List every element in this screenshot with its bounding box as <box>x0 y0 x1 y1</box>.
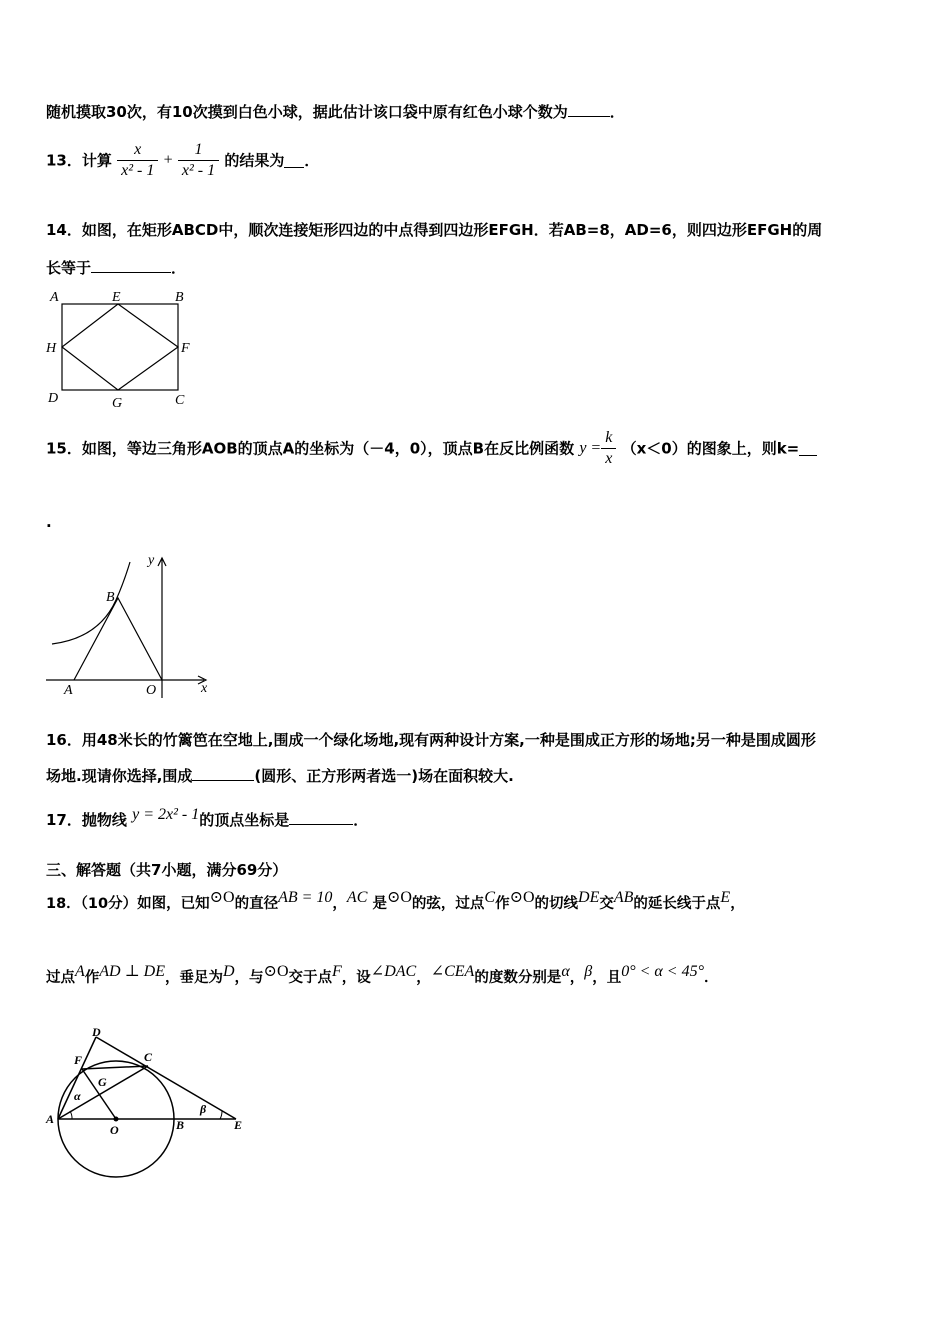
q18-p8: 的延长线于点 <box>633 896 721 912</box>
q18-p4: 的弦，过点 <box>411 896 485 912</box>
q16-line1: 16．用48米长的竹篱笆在空地上,围成一个绿化场地,现有两种设计方案,一种是围成正方形的场地;另一种是围成圆形 <box>46 731 816 749</box>
label-O: O <box>110 1123 119 1137</box>
label-x: x <box>201 681 208 696</box>
tangent-de <box>96 1037 236 1119</box>
q18-perp: AD ⊥ DE <box>99 963 165 980</box>
q18-de: DE <box>578 889 600 906</box>
q18-end: ． <box>704 970 719 986</box>
label-B: B <box>176 1118 185 1132</box>
label-alpha: α <box>74 1089 81 1103</box>
q18-f: F <box>332 963 342 980</box>
rect-abcd <box>62 304 178 390</box>
q18-p7: 交 <box>599 896 614 912</box>
q15-cond: （x＜0）的图象上，则k= <box>621 439 800 458</box>
label-D: D <box>48 391 59 406</box>
q14-end: ． <box>171 259 187 277</box>
q12-blank <box>568 102 610 117</box>
q18-p9: ， <box>730 896 745 912</box>
q18-dac: ∠DAC <box>370 963 417 980</box>
q14-blank <box>91 258 171 273</box>
q18-l2-7: 的度数分别是 <box>474 970 562 986</box>
q18-beta: β <box>584 963 593 980</box>
center-dot <box>114 1117 119 1122</box>
label-G: G <box>98 1075 107 1089</box>
label-G: G <box>112 396 123 411</box>
alpha-arc <box>70 1111 72 1119</box>
label-beta: β <box>200 1102 207 1116</box>
q13-num: 13．计算 <box>46 151 112 170</box>
q18-l2-4: ，与 <box>234 970 264 986</box>
q13-end: ． <box>304 151 320 170</box>
q18-comma-2: ， <box>416 970 431 986</box>
quad-efgh <box>62 304 178 390</box>
label-A: A <box>50 290 59 305</box>
q18-c: C <box>484 889 496 906</box>
label-y: y <box>148 553 155 568</box>
q15-text: 15．如图，等边三角形AOB的顶点A的坐标为（－4，0），顶点B在反比例函数 <box>46 439 575 458</box>
q18-l2-6: ，设 <box>341 970 371 986</box>
q15-line <box>46 428 817 469</box>
q18-a: A <box>75 963 85 980</box>
q15-blank <box>799 441 817 456</box>
q15-eq-lhs: y = <box>579 439 602 457</box>
q15-graph-figure <box>44 548 214 700</box>
hyperbola-curve <box>52 562 130 644</box>
q18-circle-figure <box>44 1022 256 1182</box>
label-E: E <box>112 290 121 305</box>
line-ad <box>58 1037 96 1119</box>
q16-line2 <box>46 766 514 786</box>
q13-f1-den: x² - 1 <box>117 160 158 181</box>
label-C: C <box>144 1050 153 1064</box>
q18-p2: 的直径 <box>234 896 279 912</box>
q18-l2-3: ，垂足为 <box>164 970 223 986</box>
label-O: O <box>146 683 157 698</box>
q15-eq-den: x <box>601 448 616 469</box>
q14-line1: 14．如图，在矩形ABCD中，顺次连接矩形四边的中点得到四边形EFGH．若AB=8，AD=6，则四边形EFGH的周 <box>46 221 823 239</box>
q16-line2b: (圆形、正方形两者选一)场在面积较大. <box>254 767 514 785</box>
q18-comma: ， <box>332 896 347 912</box>
q13-fraction-2 <box>178 140 219 181</box>
label-C: C <box>175 393 185 408</box>
q18-ab: AB <box>613 889 634 906</box>
q14-line2 <box>46 258 186 278</box>
q12-end: ． <box>609 103 625 121</box>
q17-end: ． <box>353 811 369 829</box>
q15-fraction <box>601 428 616 469</box>
label-B: B <box>175 290 184 305</box>
q18-line1 <box>46 889 745 914</box>
q18-e: E <box>720 889 731 906</box>
q18-circle-o-3: ⊙O <box>509 889 535 906</box>
q18-p1: 18．（10分）如图，已知 <box>46 896 210 912</box>
q18-circle-o-4: ⊙O <box>263 963 289 980</box>
q18-circle-o-1: ⊙O <box>209 889 235 906</box>
q13-f2-num: 1 <box>194 141 203 158</box>
q18-p6: 的切线 <box>534 896 579 912</box>
label-F: F <box>181 341 190 356</box>
q16-blank <box>192 766 254 781</box>
q17-line <box>46 806 369 831</box>
q13-f1-num: x <box>134 141 142 158</box>
label-D: D <box>92 1025 101 1039</box>
q14-rectangle-figure <box>44 286 204 412</box>
q13-line <box>46 140 319 181</box>
q12-text: 随机摸取30次，有10次摸到白色小球，据此估计该口袋中原有红色小球个数为 <box>46 103 568 121</box>
q18-alpha: α <box>561 963 570 980</box>
q18-ab10: AB = 10 <box>278 889 333 906</box>
q17-post: 的顶点坐标是 <box>199 811 290 829</box>
q18-l2-5: 交于点 <box>288 970 333 986</box>
q13-blank <box>284 153 304 168</box>
q18-line2 <box>46 963 719 988</box>
q18-p5: 作 <box>495 896 510 912</box>
q13-fraction-1 <box>117 140 158 181</box>
beta-arc <box>220 1111 222 1119</box>
label-H: H <box>46 341 57 356</box>
q18-l2-8: ，且 <box>592 970 622 986</box>
q15-dot: . <box>46 513 52 531</box>
q18-l2-2: 作 <box>84 970 100 986</box>
q16-line2a: 场地.现请你选择,围成 <box>46 767 193 785</box>
q18-p3: 是 <box>372 896 387 912</box>
q14-prefix: 长等于 <box>46 259 92 277</box>
triangle-aob <box>74 598 162 680</box>
label-B: B <box>106 590 115 605</box>
chord-ac <box>58 1066 148 1119</box>
label-A: A <box>64 683 73 698</box>
q18-d: D <box>222 963 235 980</box>
q13-plus: + <box>163 151 173 169</box>
q15-eq-num: k <box>605 429 613 446</box>
q12-tail-line <box>46 102 625 122</box>
label-F: F <box>74 1053 83 1067</box>
q18-ac: AC <box>346 889 368 906</box>
label-E: E <box>234 1118 243 1132</box>
q18-cond: 0° < α < 45° <box>621 963 704 980</box>
q18-l2-1: 过点 <box>46 970 75 986</box>
q13-tail: 的结果为 <box>224 151 285 170</box>
q17-eq: y = 2x² - 1 <box>132 806 200 823</box>
q17-blank <box>289 810 353 825</box>
q18-comma-3: ， <box>569 970 585 986</box>
q18-cea: ∠CEA <box>430 963 475 980</box>
q17-pre: 17．抛物线 <box>46 811 127 829</box>
label-A: A <box>46 1112 55 1126</box>
q13-f2-den: x² - 1 <box>178 160 219 181</box>
section-3-title: 三、解答题（共7小题，满分69分） <box>46 861 288 879</box>
q18-circle-o-2: ⊙O <box>386 889 412 906</box>
